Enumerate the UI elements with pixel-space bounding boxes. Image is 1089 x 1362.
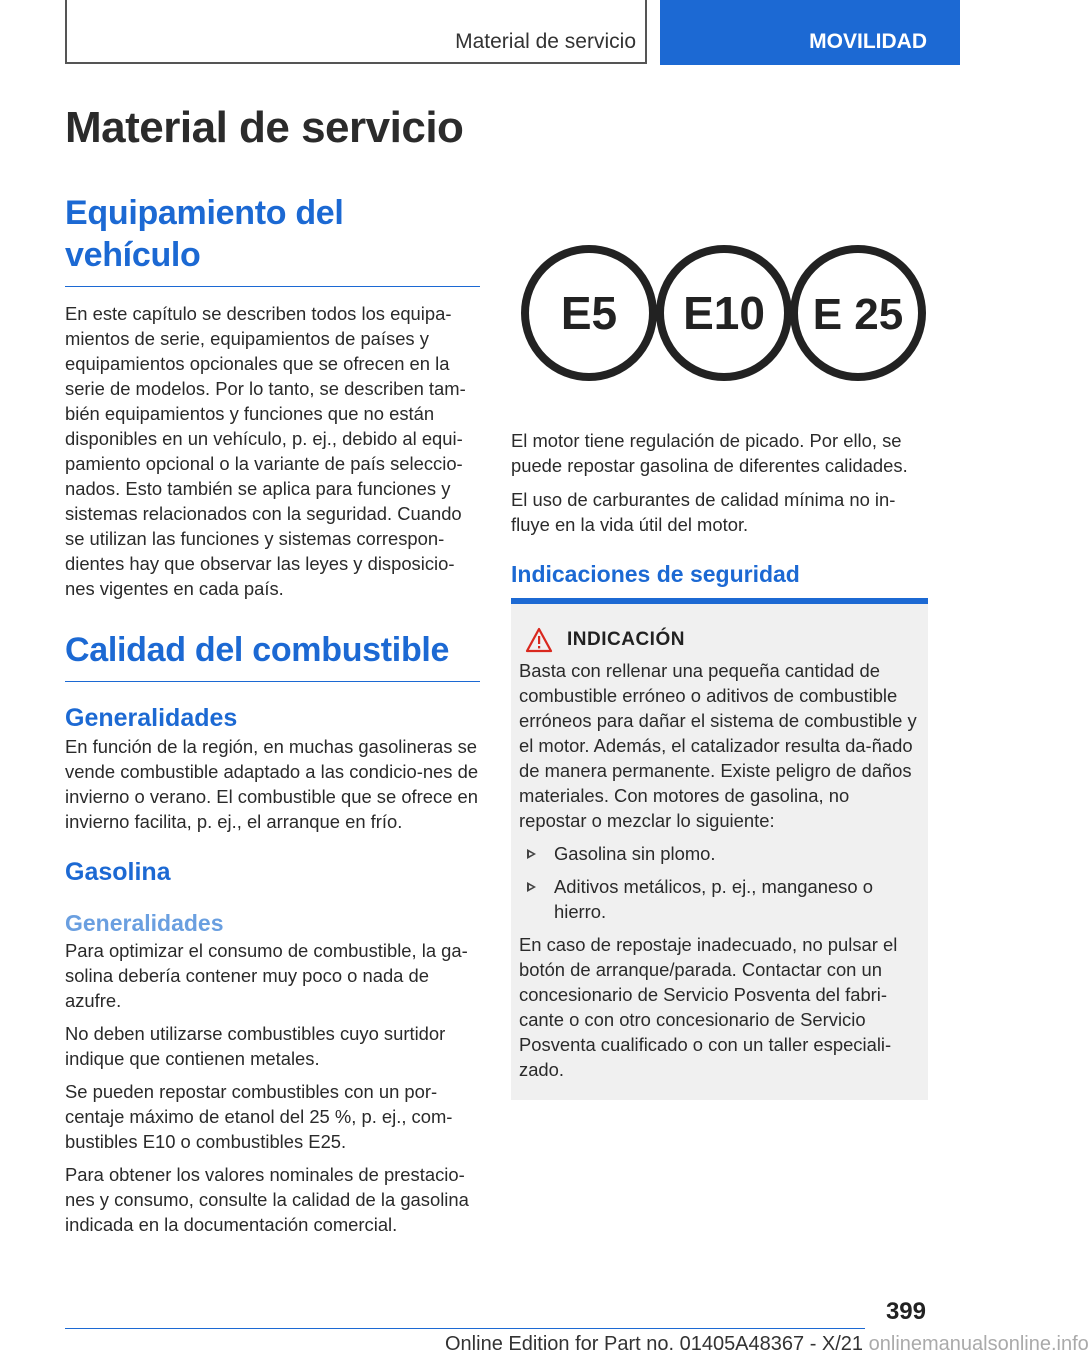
warning-list-item — [519, 874, 920, 924]
footer-edition — [445, 1333, 1089, 1356]
fuel-badge-e5 — [525, 249, 653, 377]
warning-list-item-text: Aditivos metálicos, p. ej., manganeso o hierro. — [554, 876, 873, 922]
fuel-badge-e10-label: E10 — [683, 287, 765, 339]
footer-edition-text: Online Edition for Part no. 01405A48367 - X/21 — [445, 1333, 864, 1355]
header-title: Material de servicio — [455, 30, 636, 53]
page-number: 399 — [885, 1298, 926, 1325]
warning-outro: En caso de repostaje inadecuado, no pulsar el botón de arranque/parada. Contactar con un concesionario de Servicio Posventa del fabri-cante o con otro concesionario de Servicio Posventa cualificado o con un taller especiali-zado. — [519, 934, 898, 1080]
fuel-badge-e25 — [794, 249, 922, 377]
warning-header — [519, 624, 920, 656]
paragraph-equipamiento: En este capítulo se describen todos los equipa-mientos de serie, equipamientos de países y equipamientos opcionales que se ofrecen en la serie de modelos. Por lo tanto, se describen tam-bién equipamientos y funciones que no están disponibles en un vehículo, p. ej., debido al equi-pamiento opcional o la variante de país seleccio-nados. Esto también se aplica para funciones y sistemas relacionados con la seguridad. Cuando se utilizan las funciones y sistemas correspon-dientes hay que observar las leyes y disposicio-nes vigentes en cada país. — [65, 303, 466, 599]
warning-list-item — [519, 841, 920, 866]
heading-generalidades: Generalidades — [65, 704, 238, 732]
warning-list-item-text: Gasolina sin plomo. — [554, 843, 716, 864]
paragraph-gasolina-2: No deben utilizarse combustibles cuyo surtidor indique que contienen metales. — [65, 1023, 446, 1069]
bullet-triangle-icon — [527, 849, 536, 859]
heading-gasolina: Gasolina — [65, 858, 171, 886]
paragraph-motor-1: El motor tiene regulación de picado. Por ello, se puede repostar gasolina de diferentes calidades. — [511, 430, 908, 476]
page-title: Material de servicio — [65, 103, 464, 152]
warning-intro: Basta con rellenar una pequeña cantidad de combustible erróneo o aditivos de combustible erróneos para dañar el sistema de combustible y el motor. Además, el catalizador resulta da-ñado de manera permanente. Existe peligro de daños materiales. Con motores de gasolina, no repostar o mezclar lo siguiente: — [519, 660, 917, 831]
footer-divider — [65, 1328, 865, 1329]
paragraph-motor-2: El uso de carburantes de calidad mínima no in-fluye en la vida útil del motor. — [511, 489, 896, 535]
subheading-gasolina-generalidades: Generalidades — [65, 910, 224, 936]
header-section-tab — [660, 0, 960, 65]
heading-calidad: Calidad del combustible — [65, 629, 480, 682]
header-section-label: MOVILIDAD — [809, 30, 927, 53]
fuel-badges — [521, 239, 926, 389]
paragraph-gasolina-1: Para optimizar el consumo de combustible, la ga-solina debería contener muy poco o nada de azufre. — [65, 940, 468, 1011]
fuel-badge-e5-label: E5 — [560, 287, 618, 339]
fuel-badge-e25-label: E 25 — [812, 290, 904, 339]
paragraph-generalidades: En función de la región, en muchas gasolineras se vende combustible adaptado a las condicio-nes de invierno o verano. El combustible que se ofrece en invierno facilita, p. ej., el arranque en frío. — [65, 736, 479, 832]
paragraph-gasolina-3: Se pueden repostar combustibles con un por-centaje máximo de etanol del 25 %, p. ej., com-bustibles E10 o combustibles E25. — [65, 1081, 453, 1152]
page-header — [0, 0, 960, 66]
warning-title: INDICACIÓN — [567, 629, 685, 650]
heading-equipamiento: Equipamiento del vehículo — [65, 192, 480, 287]
bullet-triangle-icon — [527, 882, 536, 892]
heading-seguridad: Indicaciones de seguridad — [511, 561, 800, 587]
warning-box — [511, 598, 928, 1100]
footer-watermark-site: onlinemanualsonline.info — [868, 1333, 1089, 1355]
paragraph-gasolina-4: Para obtener los valores nominales de prestacio-nes y consumo, consulte la calidad de la gasolina indicada en la documentación comercial. — [65, 1164, 469, 1235]
warning-list — [519, 841, 920, 924]
left-column — [65, 100, 480, 1245]
fuel-badge-e10 — [660, 249, 788, 377]
warning-triangle-icon — [525, 627, 553, 653]
fuel-badges-graphic — [521, 239, 926, 389]
